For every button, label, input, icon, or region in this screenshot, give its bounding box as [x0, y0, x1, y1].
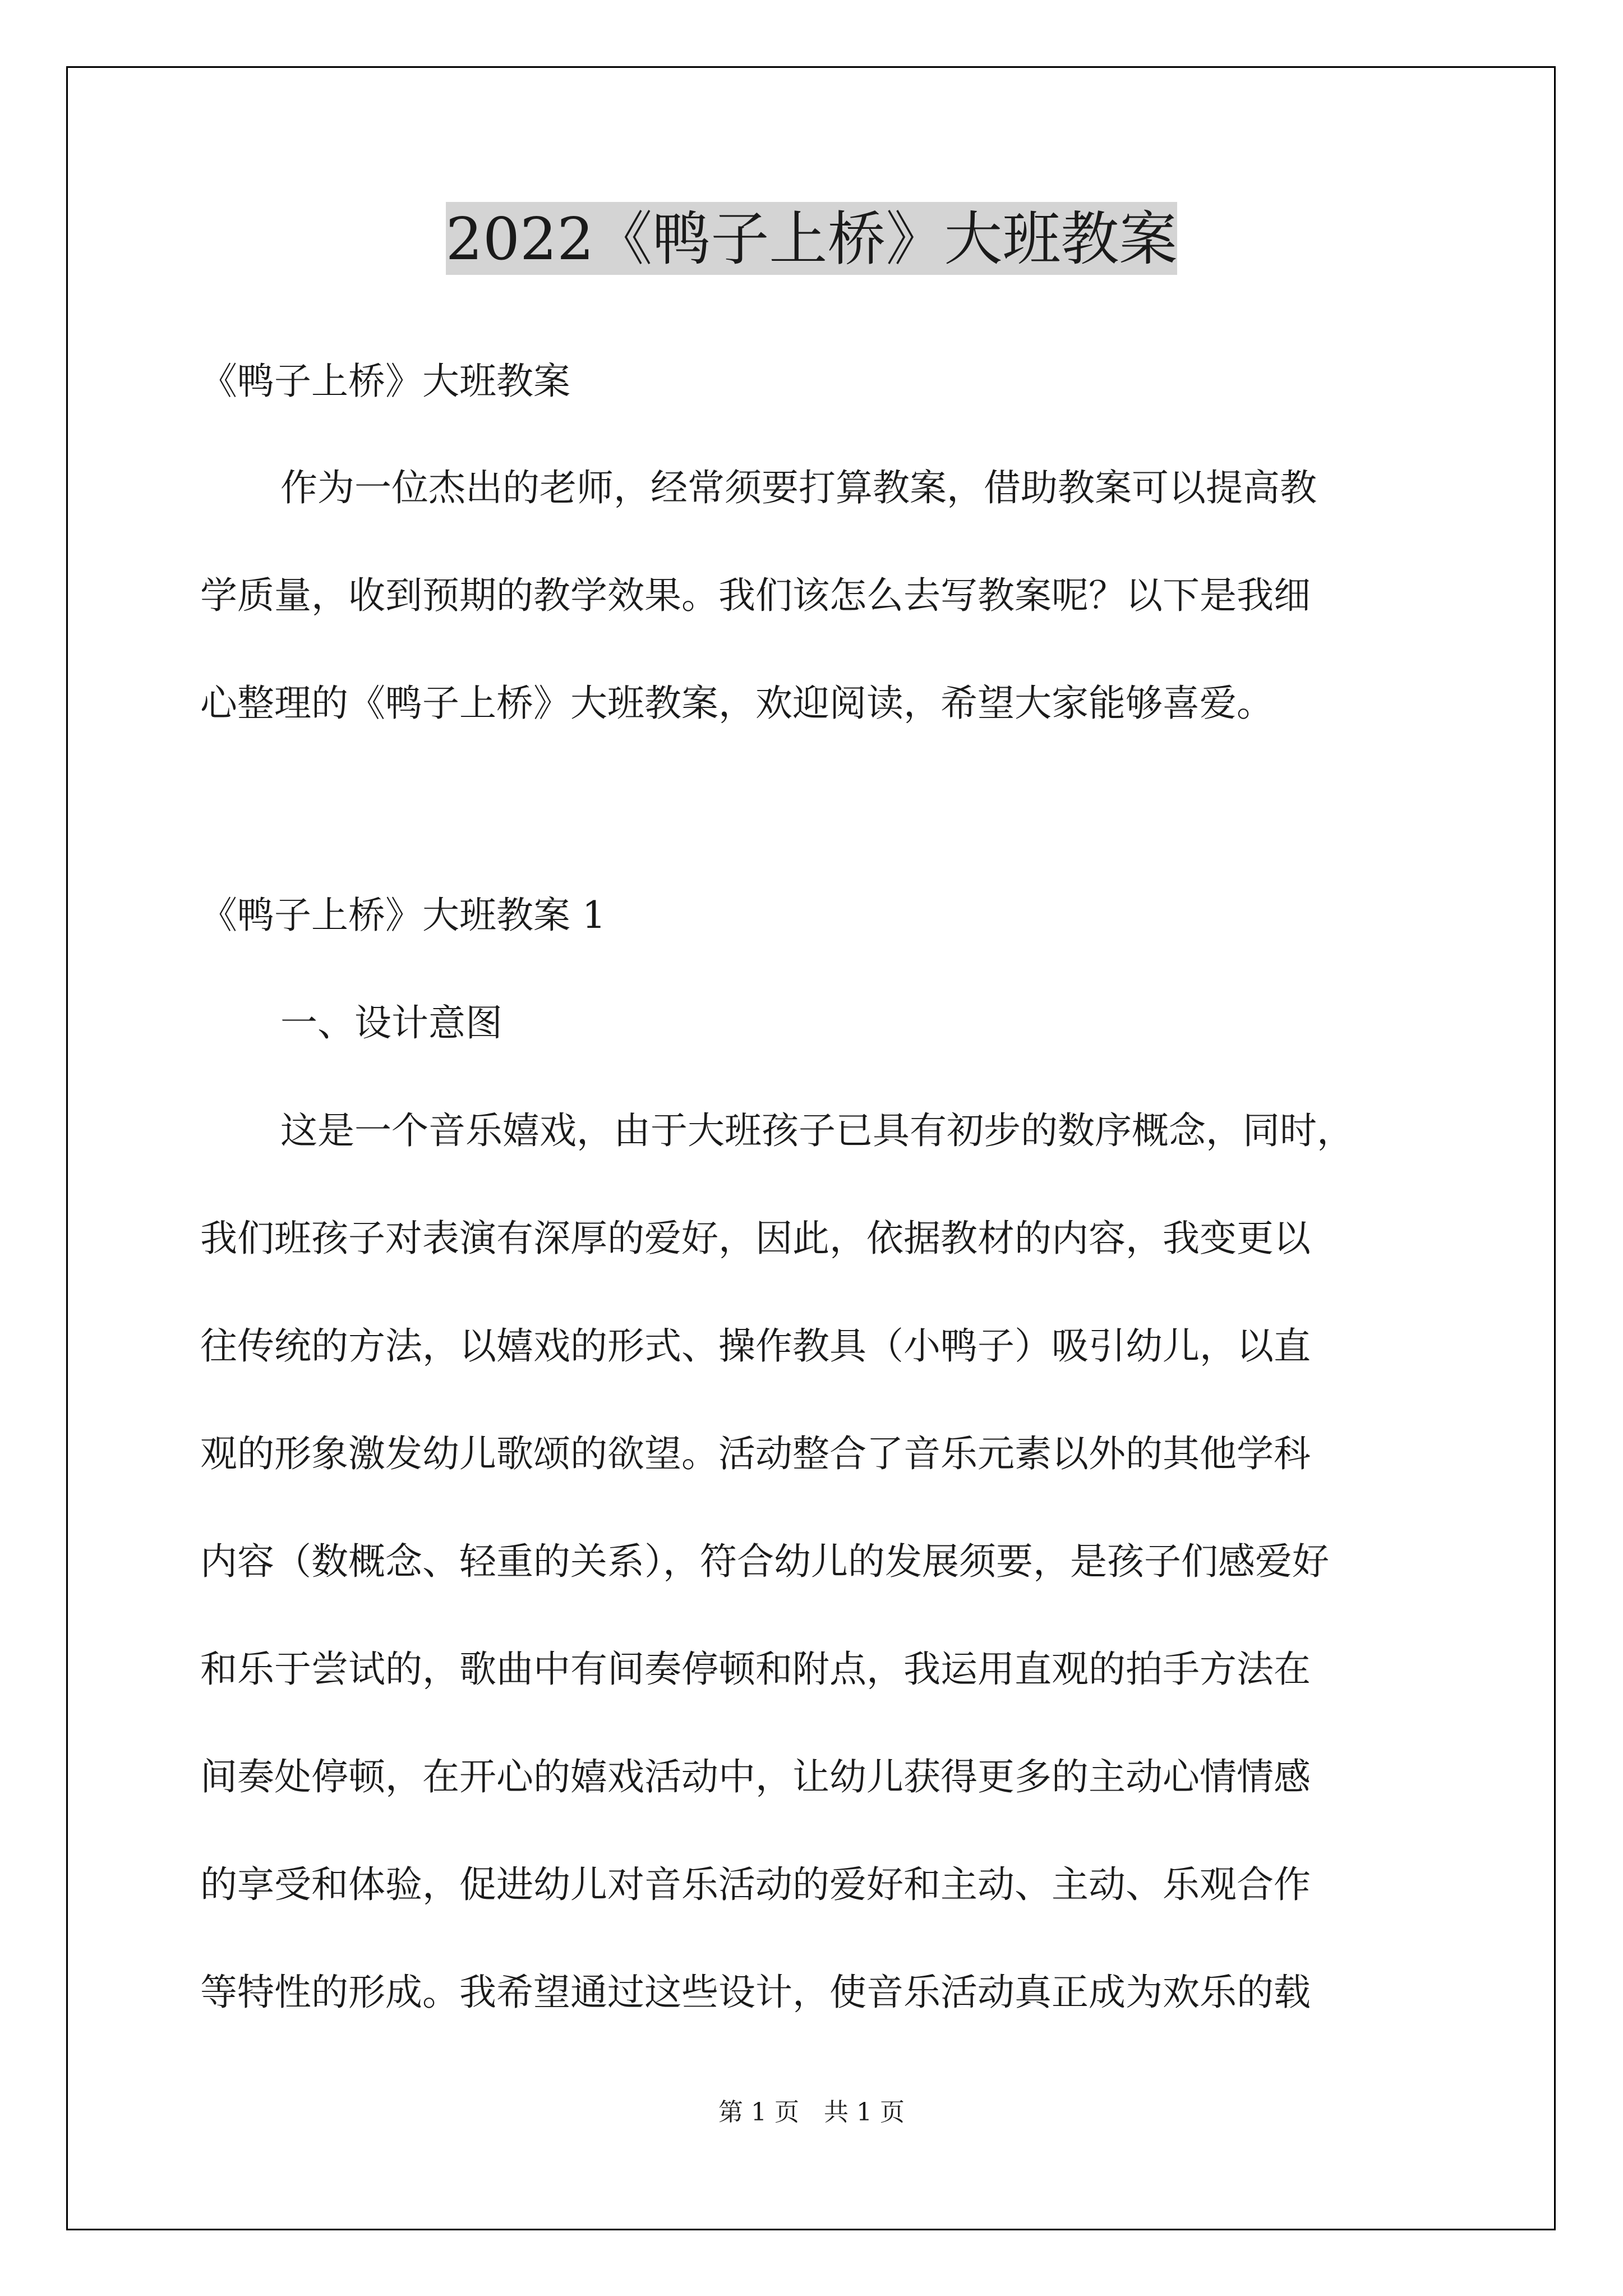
body-line-1: 这是一个音乐嬉戏，由于大班孩子已具有初步的数序概念，同时， — [280, 1109, 1354, 1152]
body-line-3: 往传统的方法，以嬉戏的形式、操作教具（小鸭子）吸引幼儿，以直 — [200, 1324, 1311, 1368]
body-line-6: 和乐于尝试的，歌曲中有间奏停顿和附点，我运用直观的拍手方法在 — [200, 1648, 1311, 1691]
section-title: 《鸭子上桥》大班教案 1 — [200, 894, 606, 937]
body-line-2: 我们班孩子对表演有深厚的爱好，因此，依据教材的内容，我变更以 — [200, 1217, 1311, 1260]
intro-line-2: 学质量，收到预期的教学效果。我们该怎么去写教案呢？以下是我细 — [200, 574, 1311, 617]
document-subtitle: 《鸭子上桥》大班教案 — [200, 360, 570, 403]
body-line-5: 内容（数概念、轻重的关系），符合幼儿的发展须要，是孩子们感爱好 — [200, 1540, 1329, 1583]
subsection-title: 一、设计意图 — [280, 1001, 502, 1045]
body-line-9: 等特性的形成。我希望通过这些设计，使音乐活动真正成为欢乐的载 — [200, 1971, 1311, 2014]
body-line-8: 的享受和体验，促进幼儿对音乐活动的爱好和主动、主动、乐观合作 — [200, 1863, 1311, 1906]
intro-line-1: 作为一位杰出的老师，经常须要打算教案，借助教案可以提高教 — [280, 466, 1317, 509]
body-line-4: 观的形象激发幼儿歌颂的欲望。活动整合了音乐元素以外的其他学科 — [200, 1432, 1311, 1475]
document-title — [0, 202, 1623, 275]
document-title-text: 2022《鸭子上桥》大班教案 — [446, 202, 1178, 275]
body-line-7: 间奏处停顿，在开心的嬉戏活动中，让幼儿获得更多的主动心情情感 — [200, 1755, 1311, 1798]
intro-line-3: 心整理的《鸭子上桥》大班教案，欢迎阅读，希望大家能够喜爱。 — [200, 682, 1274, 725]
page-footer: 第 1 页 共 1 页 — [718, 2098, 905, 2127]
